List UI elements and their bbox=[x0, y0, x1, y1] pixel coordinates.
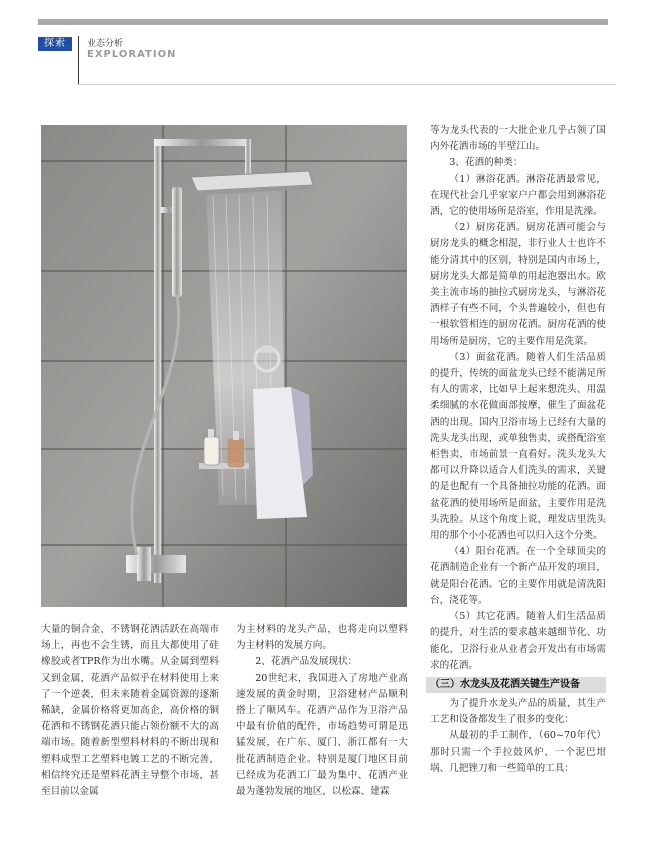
subheading: 2、花洒产品发展现状： bbox=[255, 656, 358, 668]
paragraph: （1）淋浴花洒。淋浴花洒最常见，在现代社会几乎家家户户都会用到淋浴花洒，它的使用场所是浴室，作用是洗澡。 bbox=[430, 173, 606, 218]
paragraph: （3）面盆花洒。随着人们生活品质的提升，传统的面盆龙头已经不能满足所有人的需求，比如早上起来想洗头、用温柔细腻的水花做面部按摩，催生了面盆花洒的出现。国内卫浴市场上已经有大量的洗头龙头出现，或单独售卖，或搭配浴室柜售卖，市场前景一直看好。洗头龙头大都可以升降以适合人们洗头的需求，关键的是也配有一个具备抽拉功能的花洒。面盆花洒的使用场所是面盆，主要作用是洗头洗脸。从这个角度上说，理发店里洗头用的那个小小花洒也可以归入这个分类。 bbox=[430, 351, 606, 542]
section-heading: （三）水龙头及花洒关键生产设备 bbox=[426, 677, 606, 693]
paragraph: 等为龙头代表的一大批企业几乎占领了国内外花洒市场的半壁江山。 bbox=[430, 125, 606, 153]
subheading: 3、花洒的种类： bbox=[449, 157, 523, 169]
section-tag: 探索 bbox=[38, 37, 72, 51]
paragraph: 大量的铜合金、不锈钢花洒活跃在高端市场上，再也不会生锈，而且大都使用了硅橡胶或者TPR作为出水嘴。从金属到塑料又到金属，花洒产品似乎在材料使用上来了一个逆袭，但未来随着金属资源的逐渐稀缺，金属价格将更加高企，高价格的铜花洒和不锈钢花洒只能占领份额不大的高端市场。随着新型塑料材料的不断出现和塑料成型工艺塑料电镀工艺的不断完善，相信终究还是塑料花洒主导整个市场，甚至目前以金属 bbox=[41, 624, 219, 798]
column-right bbox=[430, 123, 606, 777]
header-rule bbox=[78, 84, 616, 85]
paragraph: （4）阳台花洒。在一个全球顶尖的花洒制造企业有一个新产品开发的项目，就是阳台花洒。它的主要作用就是清洗阳台，浇花等。 bbox=[430, 546, 606, 606]
top-rule bbox=[38, 19, 608, 25]
paragraph: 为主材料的龙头产品，也将走向以塑料为主材料的发展方向。 bbox=[236, 624, 408, 652]
category-label-en: EXPLORATION bbox=[87, 49, 177, 60]
column-middle bbox=[236, 622, 408, 800]
paragraph: （5）其它花洒。随着人们生活品质的提升，对生活的要求越来越细节化、功能化，卫浴行业从业者会开发出有市场需求的花洒。 bbox=[430, 611, 606, 671]
paragraph: 为了提升水龙头产品的质量，其生产工艺和设备都发生了很多的变化： bbox=[430, 697, 606, 726]
paragraph: 20世纪末，我国进入了房地产业高速发展的黄金时期，卫浴建材产品顺利搭上了顺风车。花洒产品作为卫浴产品中最有价值的配件，市场趋势可谓是迅猛发展，在广东、厦门、浙江都有一大批花洒制造企业。特别是厦门地区目前已经成为花洒工厂最为集中、花洒产业最为蓬勃发展的地区，以松霖、建霖 bbox=[236, 672, 408, 798]
paragraph: （2）厨房花洒。厨房花洒可能会与厨房龙头的概念相混，非行业人士也许不能分清其中的区别，特别是国内市场上，厨房龙头大都是简单的用起泡器出水。欧美主流市场的抽拉式厨房龙头，与淋浴花洒样子有些不同，个头普遍较小，但也有一根软管相连的厨房花洒。厨房花洒的使用场所是厨房，它的主要作用是洗菜。 bbox=[430, 222, 606, 347]
column-left bbox=[41, 622, 219, 800]
header-divider bbox=[78, 36, 79, 84]
shower-photo bbox=[41, 125, 407, 607]
category-label: 业态分析 bbox=[87, 39, 124, 49]
paragraph: 从最初的手工制作，（60~70年代）那时只需一个手拉鼓风炉、一个泥巴坩埚、几把锉刀和一些简单的工具： bbox=[430, 730, 606, 774]
